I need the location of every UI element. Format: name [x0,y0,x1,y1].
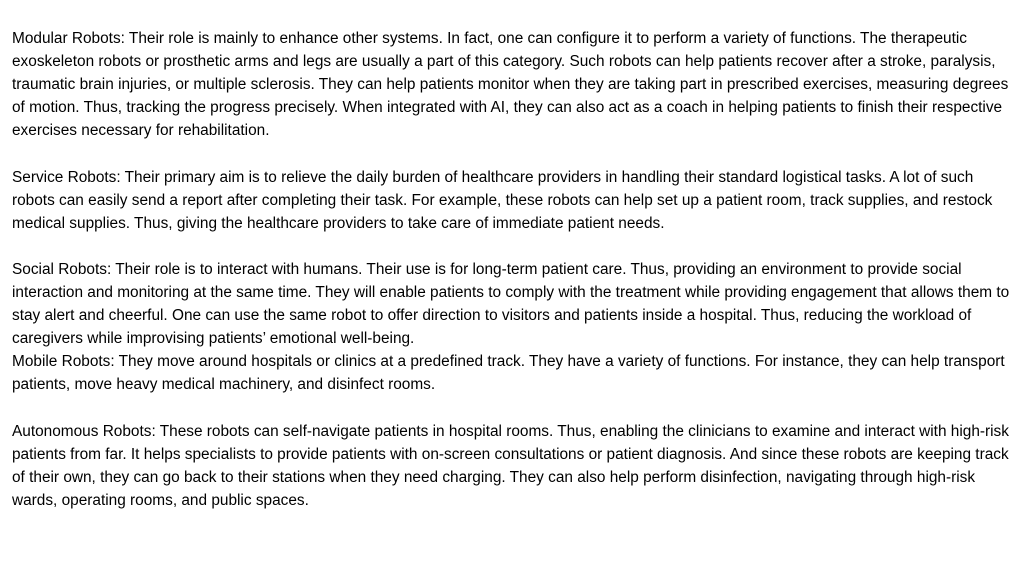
paragraph-spacer [12,397,1018,420]
paragraph-service-robots: Service Robots: Their primary aim is to relieve the daily burden of healthcare providers in handling their standard logistical tasks. A lot of such robots can easily send a report after completing their task. For example, these robots can help set up a patient room, track supplies, and restock medical supplies. Thus, giving the healthcare providers to take care of immediate patient needs. [12,168,993,232]
paragraph-modular-robots: Modular Robots: Their role is mainly to enhance other systems. In fact, one can configure it to perform a variety of functions. The therapeutic exoskeleton robots or prosthetic arms and legs are usually a part of this category. Such robots can help patients recover after a stroke, paralysis, traumatic brain injuries, or multiple sclerosis. They can help patients monitor when they are taking part in prescribed exercises, measuring degrees of motion. Thus, tracking the progress precisely. When integrated with AI, they can also act as a coach in helping patients to finish their respective exercises necessary for rehabilitation. [12,30,1009,140]
slide-text-body [12,27,1018,512]
paragraph-spacer [12,142,1018,165]
paragraph-mobile-robots: Mobile Robots: They move around hospitals or clinics at a predefined track. They have a variety of functions. For instance, they can help transport patients, move heavy medical machinery, and disinfect rooms. [12,353,1005,394]
paragraph-autonomous-robots: Autonomous Robots: These robots can self-navigate patients in hospital rooms. Thus, enabling the clinicians to examine and interact with high-risk patients from far. It helps specialists to provide patients with on-screen consultations or patient diagnosis. And since these robots are keeping track of their own, they can go back to their stations when they need charging. They can also help perform disinfection, navigating through high-risk wards, operating rooms, and public spaces. [12,422,1009,509]
paragraph-spacer [12,235,1018,258]
paragraph-social-robots: Social Robots: Their role is to interact with humans. Their use is for long-term patient care. Thus, providing an environment to provide social interaction and monitoring at the same time. They will enable patients to comply with the treatment while providing engagement that allows them to stay alert and cheerful. One can use the same robot to offer direction to visitors and patients inside a hospital. Thus, reducing the workload of caregivers while improvising patients’ emotional well-being. [12,260,1010,348]
